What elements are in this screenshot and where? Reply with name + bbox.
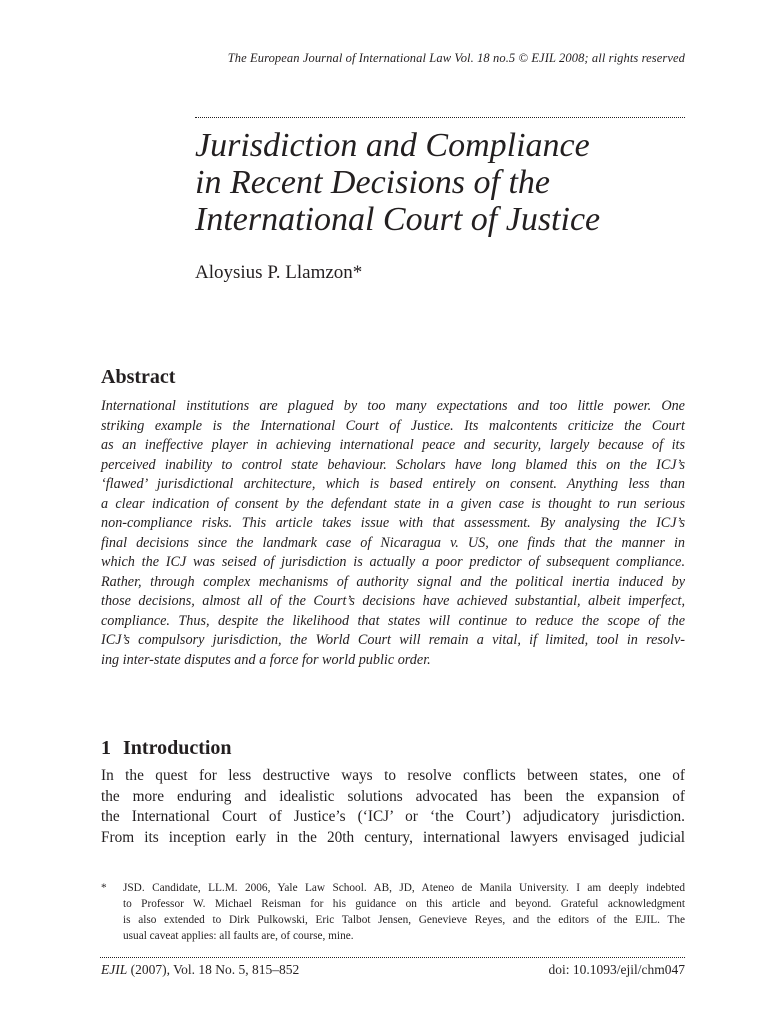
footnote-mark: *: [101, 882, 107, 894]
article-title: [195, 127, 735, 238]
abstract-line: non-compliance risks. This article takes issue with that assessment. By analysing the ICJ’s: [101, 515, 685, 531]
abstract-line: compliance. Thus, despite the likelihood that states will continue to reduce the scope of the: [101, 612, 685, 629]
abstract-line: which the ICJ was seised of jurisdiction is actually a poor predictor of subsequent compliance.: [101, 554, 685, 570]
title-line: International Court of Justice: [195, 201, 601, 238]
abstract-text: [101, 397, 685, 670]
footnote-line: to Professor W. Michael Reisman for his guidance on this article and beyond. Grateful acknowledgment: [123, 898, 685, 910]
footnote-line: JSD. Candidate, LL.M. 2006, Yale Law School. AB, JD, Ateneo de Manila University. I am deeply indebted: [123, 882, 685, 894]
section-title: Introduction: [123, 737, 232, 759]
abstract-line: striking example is the International Court of Justice. Its malcontents criticize the Court: [101, 417, 685, 434]
citation-details: (2007), Vol. 18 No. 5, 815–852: [127, 962, 300, 977]
abstract-line: International institutions are plagued by too many expectations and too little power. One: [101, 398, 685, 414]
introduction-text: [101, 766, 685, 848]
journal-abbrev: EJIL: [101, 962, 128, 977]
footnote-line: usual caveat applies: all faults are, of course, mine.: [123, 930, 354, 942]
body-line: In the quest for less destructive ways to resolve conflicts between states, one of: [101, 767, 685, 784]
top-dotted-rule: [195, 117, 685, 118]
abstract-line: final decisions since the landmark case of Nicaragua v. US, one finds that the manner in: [101, 534, 685, 551]
abstract-line: ICJ’s compulsory jurisdiction, the World Court will remain a vital, if limited, tool in resolv-: [101, 632, 685, 648]
footnote-text: [123, 880, 685, 944]
running-head: The European Journal of International Law Vol. 18 no.5 © EJIL 2008; all rights reserved: [227, 51, 685, 65]
abstract-line: ‘flawed’ jurisdictional architecture, which is based entirely on consent. Anything less than: [101, 476, 685, 492]
title-line: Jurisdiction and Compliance: [195, 127, 590, 164]
section-heading: [101, 737, 232, 760]
abstract-line: those decisions, almost all of the Court’s decisions have achieved substantial, albeit imperfect,: [101, 593, 685, 609]
author-name: Aloysius P. Llamzon*: [195, 262, 363, 283]
doi: doi: 10.1093/ejil/chm047: [548, 962, 685, 977]
body-line: the more enduring and idealistic solutions advocated has been the expansion of: [101, 787, 685, 805]
footnote-line: is also extended to Dirk Pulkowski, Eric Talbot Jensen, Genevieve Reyes, and the editors of the EJIL. The: [123, 914, 685, 926]
section-number: 1: [101, 737, 111, 759]
citation: [101, 962, 299, 978]
abstract-line: as an ineffective player in achieving international peace and security, largely because of its: [101, 437, 685, 453]
title-line: in Recent Decisions of the: [195, 164, 551, 201]
abstract-line: a clear indication of consent by the defendant state in a given case is thought to run serious: [101, 495, 685, 512]
abstract-heading: Abstract: [101, 366, 176, 388]
abstract-line: Rather, through complex mechanisms of authority signal and the political inertia induced by: [101, 573, 685, 590]
body-line: From its inception early in the 20th century, international lawyers envisaged judicial: [101, 828, 685, 846]
abstract-line: perceived inability to control state behaviour. Scholars have long blamed this on the ICJ’s: [101, 456, 685, 473]
bottom-dotted-rule: [100, 957, 685, 958]
abstract-line: ing inter-state disputes and a force for world public order.: [101, 651, 431, 668]
body-line: the International Court of Justice’s (‘ICJ’ or ‘the Court’) adjudicatory jurisdiction.: [101, 808, 685, 825]
